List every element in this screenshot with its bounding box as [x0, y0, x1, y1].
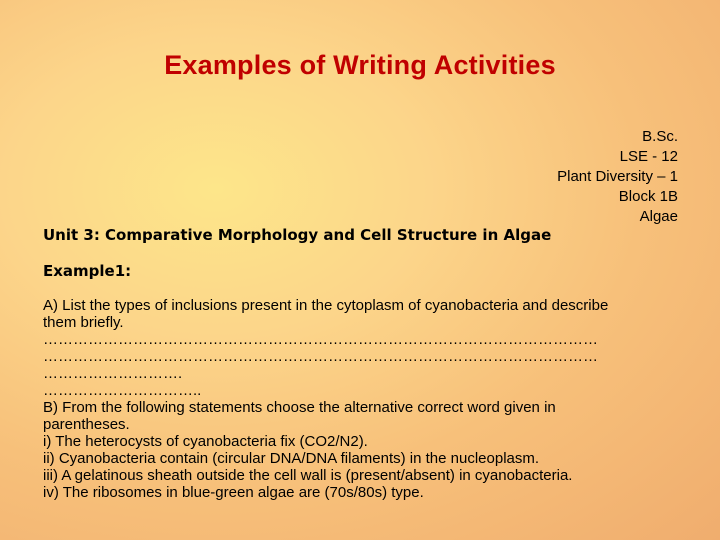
question-b-line: parentheses. — [43, 416, 130, 433]
question-a-line: them briefly. — [43, 314, 124, 331]
statement-item: ii) Cyanobacteria contain (circular DNA/DNA filaments) in the nucleoplasm. — [43, 450, 540, 467]
course-info — [557, 127, 678, 227]
question-a-line: A) List the types of inclusions present in the cytoplasm of cyanobacteria and describe — [43, 297, 609, 314]
course-topic: Algae — [639, 208, 678, 225]
slide-title: Examples of Writing Activities — [164, 50, 556, 80]
statement-item: iii) A gelatinous sheath outside the cell wall is (present/absent) in cyanobacteria. — [43, 467, 573, 484]
course-degree: B.Sc. — [642, 128, 678, 145]
course-subject: Plant Diversity – 1 — [557, 168, 678, 185]
example-heading: Example1: — [43, 262, 132, 280]
unit-heading: Unit 3: Comparative Morphology and Cell Structure in Algae — [43, 226, 552, 244]
answer-blank-line: ………………………. — [43, 365, 183, 382]
course-block: Block 1B — [618, 188, 678, 205]
example-body — [43, 297, 683, 501]
question-b-line: B) From the following statements choose the alternative correct word given in — [43, 399, 556, 416]
answer-blank-line: ………………………………………………………………………………………………… — [43, 348, 598, 365]
answer-blank-line: ………………………….. — [43, 382, 202, 399]
answer-blank-line: ………………………………………………………………………………………………… — [43, 331, 598, 348]
course-code: LSE - 12 — [619, 148, 678, 165]
statement-item: iv) The ribosomes in blue-green algae are (70s/80s) type. — [43, 484, 424, 501]
statement-item: i) The heterocysts of cyanobacteria fix (CO2/N2). — [43, 433, 368, 450]
